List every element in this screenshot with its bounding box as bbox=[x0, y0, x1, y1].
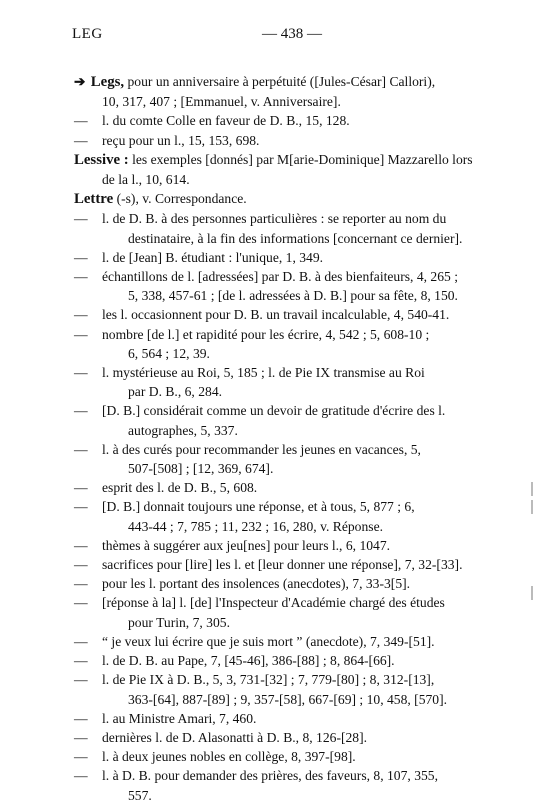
entry-text: l. de D. B. à des personnes particulières : se reporter au nom du bbox=[102, 211, 447, 227]
index-subentry bbox=[74, 401, 494, 439]
dash-mark: — bbox=[74, 403, 88, 419]
index-subentry bbox=[74, 325, 494, 363]
dash-mark: — bbox=[74, 480, 88, 496]
entry-text: l. à D. B. pour demander des prières, des faveurs, 8, 107, 355, bbox=[102, 768, 438, 784]
entry-text: thèmes à suggérer aux jeu[nes] pour leurs l., 6, 1047. bbox=[102, 537, 391, 553]
arrow-icon: ➔ bbox=[74, 74, 86, 89]
index-headword-entry bbox=[74, 189, 494, 209]
index-subentry bbox=[74, 363, 494, 401]
entry-continuation: 6, 564 ; 12, 39. bbox=[128, 345, 210, 361]
dash-mark: — bbox=[74, 269, 88, 285]
dash-mark: — bbox=[74, 672, 88, 688]
entry-text: reçu pour un l., 15, 153, 698. bbox=[102, 132, 260, 148]
dash-mark: — bbox=[74, 211, 88, 227]
entry-text: l. de [Jean] B. étudiant : l'unique, 1, 349. bbox=[102, 249, 324, 265]
entry-text: échantillons de l. [adressées] par D. B. à des bienfaiteurs, 4, 265 ; bbox=[102, 269, 458, 285]
index-subentry bbox=[74, 248, 494, 267]
entry-text: l. de Pie IX à D. B., 5, 3, 731-[32] ; 7, 779-[80] ; 8, 312-[13], bbox=[102, 672, 435, 688]
entry-text: pour les l. portant des insolences (anecdotes), 7, 33-3[5]. bbox=[102, 576, 411, 592]
entry-text: l. à deux jeunes nobles en collège, 8, 397-[98]. bbox=[102, 749, 356, 765]
entry-text: pour un anniversaire à perpétuité ([Jules-César] Callori), bbox=[127, 74, 436, 89]
index-subentry bbox=[74, 670, 494, 708]
dash-mark: — bbox=[74, 749, 88, 765]
index-subentry bbox=[74, 766, 494, 804]
entry-text: “ je veux lui écrire que je suis mort ” (anecdote), 7, 349-[51]. bbox=[102, 633, 435, 649]
running-head: LEG bbox=[72, 26, 103, 42]
dash-mark: — bbox=[74, 249, 88, 265]
entry-text: l. au Ministre Amari, 7, 460. bbox=[102, 710, 257, 726]
index-subentry bbox=[74, 709, 494, 728]
dash-mark: — bbox=[74, 113, 88, 129]
index-subentry bbox=[74, 632, 494, 651]
dash-mark: — bbox=[74, 537, 88, 553]
entry-continuation: pour Turin, 7, 305. bbox=[128, 614, 230, 630]
dash-mark: — bbox=[74, 132, 88, 148]
index-headword-entry bbox=[74, 72, 494, 111]
entry-continuation: autographes, 5, 337. bbox=[128, 422, 238, 438]
page-header bbox=[72, 26, 492, 46]
index-subentry bbox=[74, 574, 494, 593]
entry-continuation: par D. B., 6, 284. bbox=[128, 384, 223, 400]
entry-text: l. à des curés pour recommander les jeunes en vacances, 5, bbox=[102, 441, 421, 457]
entry-continuation: 557. bbox=[128, 787, 152, 803]
index-subentry bbox=[74, 747, 494, 766]
index-subentry bbox=[74, 440, 494, 478]
dash-mark: — bbox=[74, 557, 88, 573]
headword: Legs, bbox=[90, 74, 125, 90]
dash-mark: — bbox=[74, 365, 88, 381]
entry-text: dernières l. de D. Alasonatti à D. B., 8, 126-[28]. bbox=[102, 729, 368, 745]
dash-mark: — bbox=[74, 499, 88, 515]
dash-mark: — bbox=[74, 633, 88, 649]
entry-text: les l. occasionnent pour D. B. un travail incalculable, 4, 540-41. bbox=[102, 307, 450, 323]
dash-mark: — bbox=[74, 441, 88, 457]
index-subentry bbox=[74, 536, 494, 555]
entry-text: [D. B.] considérait comme un devoir de gratitude d'écrire des l. bbox=[102, 403, 446, 419]
margin-mark bbox=[531, 482, 533, 496]
headword: Lettre bbox=[74, 191, 114, 208]
entry-continuation: 5, 338, 457-61 ; [de l. adressées à D. B.] pour sa fête, 8, 150. bbox=[128, 288, 458, 304]
entry-text: [réponse à la] l. [de] l'Inspecteur d'Académie chargé des études bbox=[102, 595, 445, 611]
index-subentry bbox=[74, 497, 494, 535]
entry-text: nombre [de l.] et rapidité pour les écrire, 4, 542 ; 5, 608-10 ; bbox=[102, 326, 430, 342]
entry-text: les exemples [donnés] par M[arie-Dominique] Mazzarello lors bbox=[132, 151, 473, 167]
entry-text: esprit des l. de D. B., 5, 608. bbox=[102, 480, 258, 496]
entry-continuation: 363-[64], 887-[89] ; 9, 357-[58], 667-[69] ; 10, 458, [570]. bbox=[128, 691, 448, 707]
entry-continuation: destinataire, à la fin des informations [concernant ce dernier]. bbox=[128, 230, 463, 246]
entry-text: [D. B.] donnait toujours une réponse, et à tous, 5, 877 ; 6, bbox=[102, 499, 415, 515]
index-subentry bbox=[74, 209, 494, 247]
index-subentry bbox=[74, 305, 494, 324]
dash-mark: — bbox=[74, 326, 88, 342]
index-subentry bbox=[74, 478, 494, 497]
index-headword-entry bbox=[74, 150, 494, 189]
dash-mark: — bbox=[74, 710, 88, 726]
index-subentry bbox=[74, 651, 494, 670]
dash-mark: — bbox=[74, 576, 88, 592]
entry-text: (-s), v. Correspondance. bbox=[116, 191, 247, 207]
margin-mark bbox=[531, 586, 533, 600]
dash-mark: — bbox=[74, 729, 88, 745]
entry-continuation: 507-[508] ; [12, 369, 674]. bbox=[128, 461, 274, 477]
page-number: — 438 — bbox=[262, 26, 322, 42]
entry-text: l. du comte Colle en faveur de D. B., 15, 128. bbox=[102, 113, 350, 129]
entry-continuation: de la l., 10, 614. bbox=[102, 172, 190, 188]
entry-text: l. de D. B. au Pape, 7, [45-46], 386-[88] ; 8, 864-[66]. bbox=[102, 653, 395, 669]
index-subentry bbox=[74, 131, 494, 150]
entry-text: sacrifices pour [lire] les l. et [leur donner une réponse], 7, 32-[33]. bbox=[102, 557, 463, 573]
index-subentry bbox=[74, 111, 494, 130]
entry-continuation: 443-44 ; 7, 785 ; 11, 232 ; 16, 280, v. Réponse. bbox=[128, 518, 383, 534]
index-subentry bbox=[74, 267, 494, 305]
index-entries bbox=[74, 72, 494, 805]
dash-mark: — bbox=[74, 595, 88, 611]
entry-text: l. mystérieuse au Roi, 5, 185 ; l. de Pie IX transmise au Roi bbox=[102, 365, 425, 381]
dash-mark: — bbox=[74, 307, 88, 323]
index-subentry bbox=[74, 555, 494, 574]
margin-mark bbox=[531, 500, 533, 514]
entry-continuation: 10, 317, 407 ; [Emmanuel, v. Anniversaire]. bbox=[102, 94, 341, 110]
index-subentry bbox=[74, 593, 494, 631]
index-subentry bbox=[74, 728, 494, 747]
headword: Lessive : bbox=[74, 151, 129, 168]
dash-mark: — bbox=[74, 653, 88, 669]
dash-mark: — bbox=[74, 768, 88, 784]
